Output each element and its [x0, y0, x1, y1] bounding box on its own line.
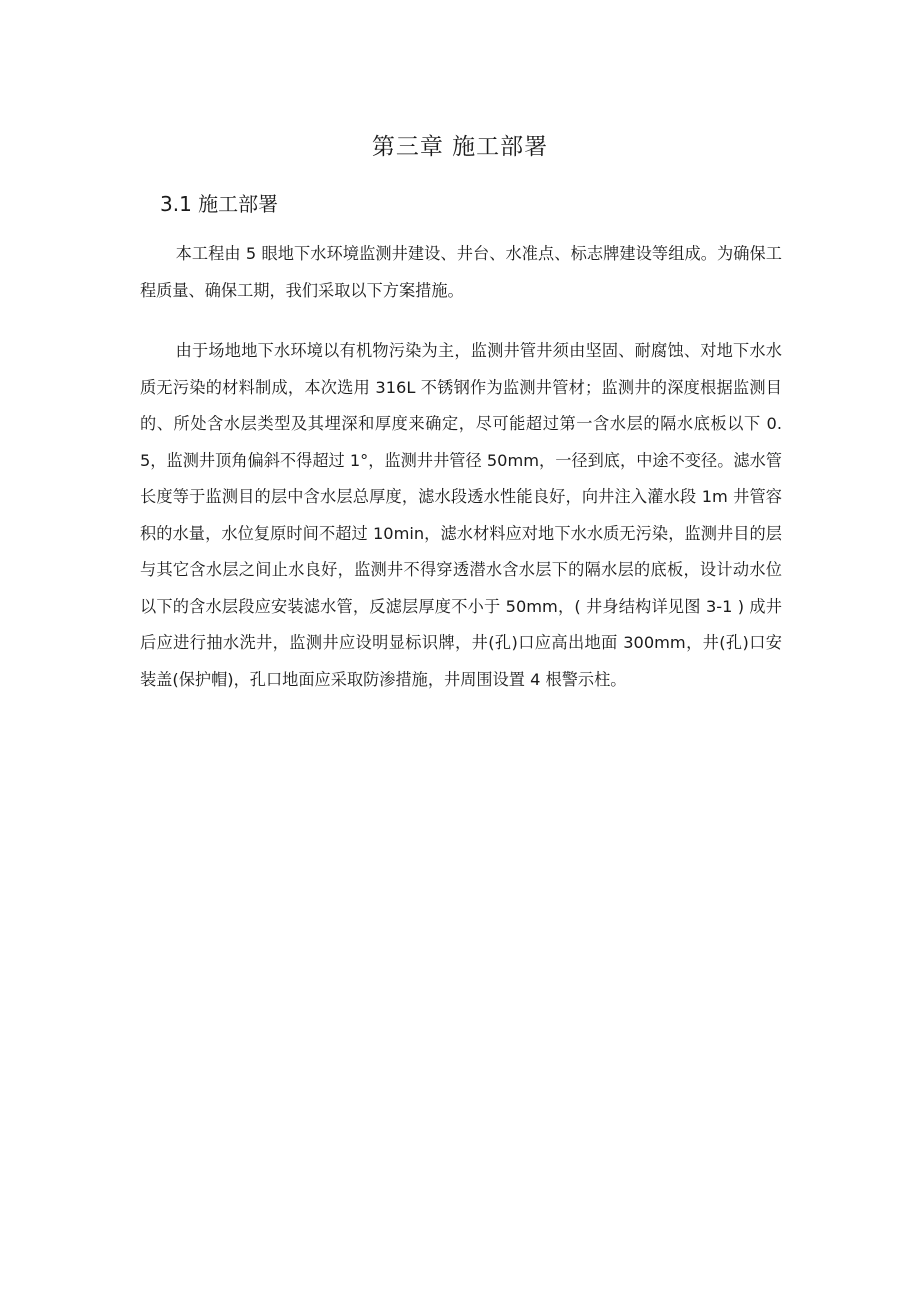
section-heading: 3.1 施工部署: [160, 192, 279, 216]
paragraph-monitoring-well-specs: 由于场地地下水环境以有机物污染为主，监测井管井须由坚固、耐腐蚀、对地下水水质无污染的材料制成，本次选用 316L 不锈钢作为监测井管材；监测井的深度根据监测目的、所处含水层类型及其埋深和厚度来确定，尽可能超过第一含水层的隔水底板以下 0.5，监测井顶角偏斜不得超过 1°，监测井井管径 50mm，一径到底，中途不变径。滤水管长度等于监测目的层中含水层总厚度，滤水段透水性能良好，向井注入灌水段 1m 井管容积的水量，水位复原时间不超过 10min，滤水材料应对地下水水质无污染，监测井目的层与其它含水层之间止水良好，监测井不得穿透潜水含水层下的隔水层的底板，设计动水位以下的含水层段应安装滤水管，反滤层厚度不小于 50mm，( 井身结构详见图 3-1 ) 成井后应进行抽水洗井，监测井应设明显标识牌，井(孔)口应高出地面 300mm，井(孔)口安装盖(保护帽)，孔口地面应采取防渗措施，井周围设置 4 根警示柱。: [140, 341, 782, 689]
chapter-title: 第三章 施工部署: [371, 134, 549, 160]
paragraph-project-scope: 本工程由 5 眼地下水环境监测井建设、井台、水准点、标志牌建设等组成。为确保工程质量、确保工期，我们采取以下方案措施。: [140, 244, 782, 300]
